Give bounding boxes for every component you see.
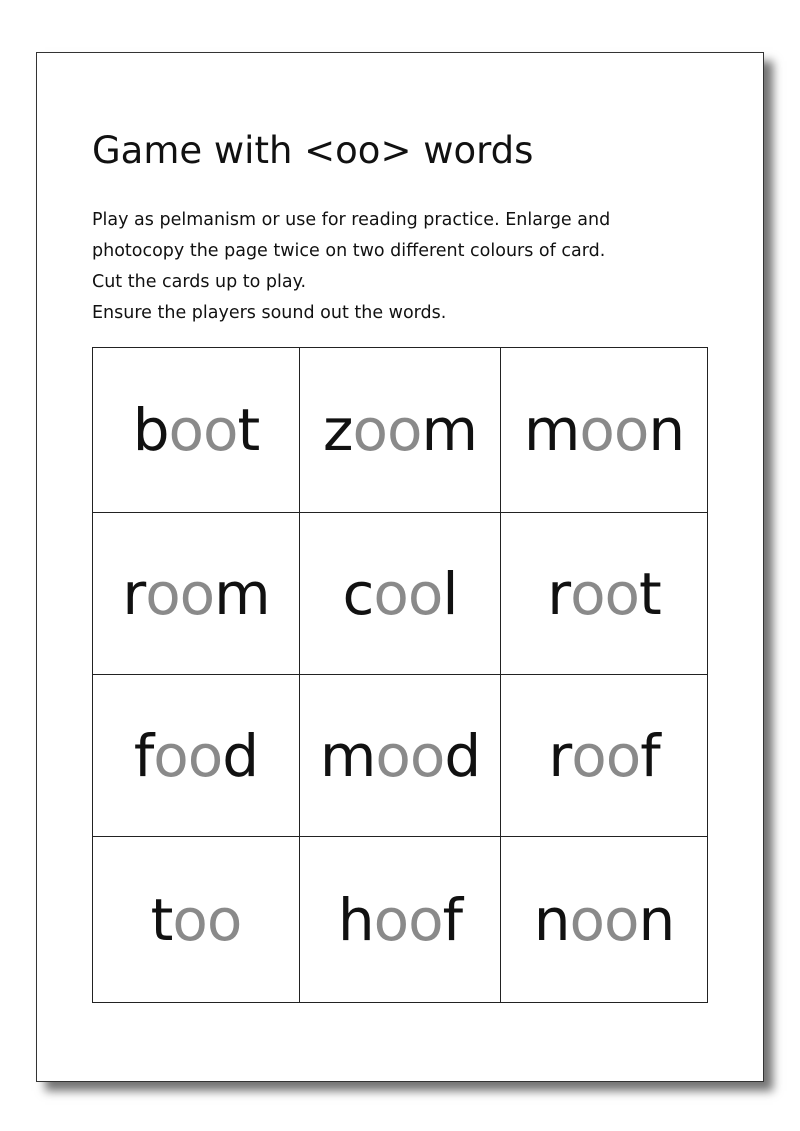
word-card xyxy=(300,837,501,1002)
card-letters-start: h xyxy=(337,885,374,954)
card-letters-oo: oo xyxy=(375,721,445,790)
card-letters-oo: oo xyxy=(373,885,443,954)
word-card xyxy=(501,513,707,675)
word-card xyxy=(93,348,300,513)
card-letters-oo: oo xyxy=(145,559,215,628)
word-card xyxy=(93,513,300,675)
word-card xyxy=(93,675,300,837)
word-card-grid xyxy=(92,347,708,1003)
card-letters-start: r xyxy=(547,559,571,628)
card-letters-oo: oo xyxy=(373,559,443,628)
card-letters-oo: oo xyxy=(571,721,641,790)
card-letters-oo: oo xyxy=(153,721,223,790)
card-letters-start: c xyxy=(342,559,374,628)
card-letters-end: d xyxy=(444,721,481,790)
card-letters-start: b xyxy=(132,396,169,464)
card-letters-end: m xyxy=(421,396,477,464)
word-card xyxy=(501,837,707,1002)
card-letters-start: f xyxy=(133,721,154,790)
word-card xyxy=(300,348,501,513)
word-card xyxy=(501,348,707,513)
word-card xyxy=(300,513,501,675)
word-card xyxy=(300,675,501,837)
card-letters-end: d xyxy=(222,721,259,790)
card-letters-start: r xyxy=(548,721,572,790)
instruction-line: Cut the cards up to play. xyxy=(92,272,307,292)
card-letters-oo: oo xyxy=(168,396,238,464)
card-letters-end: t xyxy=(237,396,260,464)
page-title: Game with <oo> words xyxy=(92,129,534,172)
card-letters-end: f xyxy=(640,721,660,790)
card-letters-end: n xyxy=(638,885,675,954)
instruction-line: photocopy the page twice on two different colours of card. xyxy=(92,241,606,261)
card-letters-oo: oo xyxy=(579,396,649,464)
word-card xyxy=(93,837,300,1002)
card-letters-end: t xyxy=(639,559,661,628)
word-card xyxy=(501,675,707,837)
instruction-line: Ensure the players sound out the words. xyxy=(92,303,447,323)
card-letters-start: r xyxy=(122,559,146,628)
worksheet-page xyxy=(36,52,764,1082)
instructions xyxy=(92,205,722,329)
card-letters-oo: oo xyxy=(570,559,640,628)
card-letters-oo: oo xyxy=(352,396,422,464)
card-letters-end: f xyxy=(442,885,463,954)
card-letters-end: l xyxy=(442,559,458,628)
card-letters-start: z xyxy=(323,396,353,464)
instruction-line: Play as pelmanism or use for reading practice. Enlarge and xyxy=(92,210,611,230)
card-letters-oo: oo xyxy=(569,885,639,954)
card-letters-start: t xyxy=(150,885,173,954)
card-letters-start: n xyxy=(533,885,570,954)
card-letters-end: m xyxy=(214,559,270,628)
card-letters-start: m xyxy=(523,396,580,464)
card-letters-oo: oo xyxy=(172,885,242,954)
card-letters-end: n xyxy=(648,396,685,464)
card-letters-start: m xyxy=(319,721,376,790)
